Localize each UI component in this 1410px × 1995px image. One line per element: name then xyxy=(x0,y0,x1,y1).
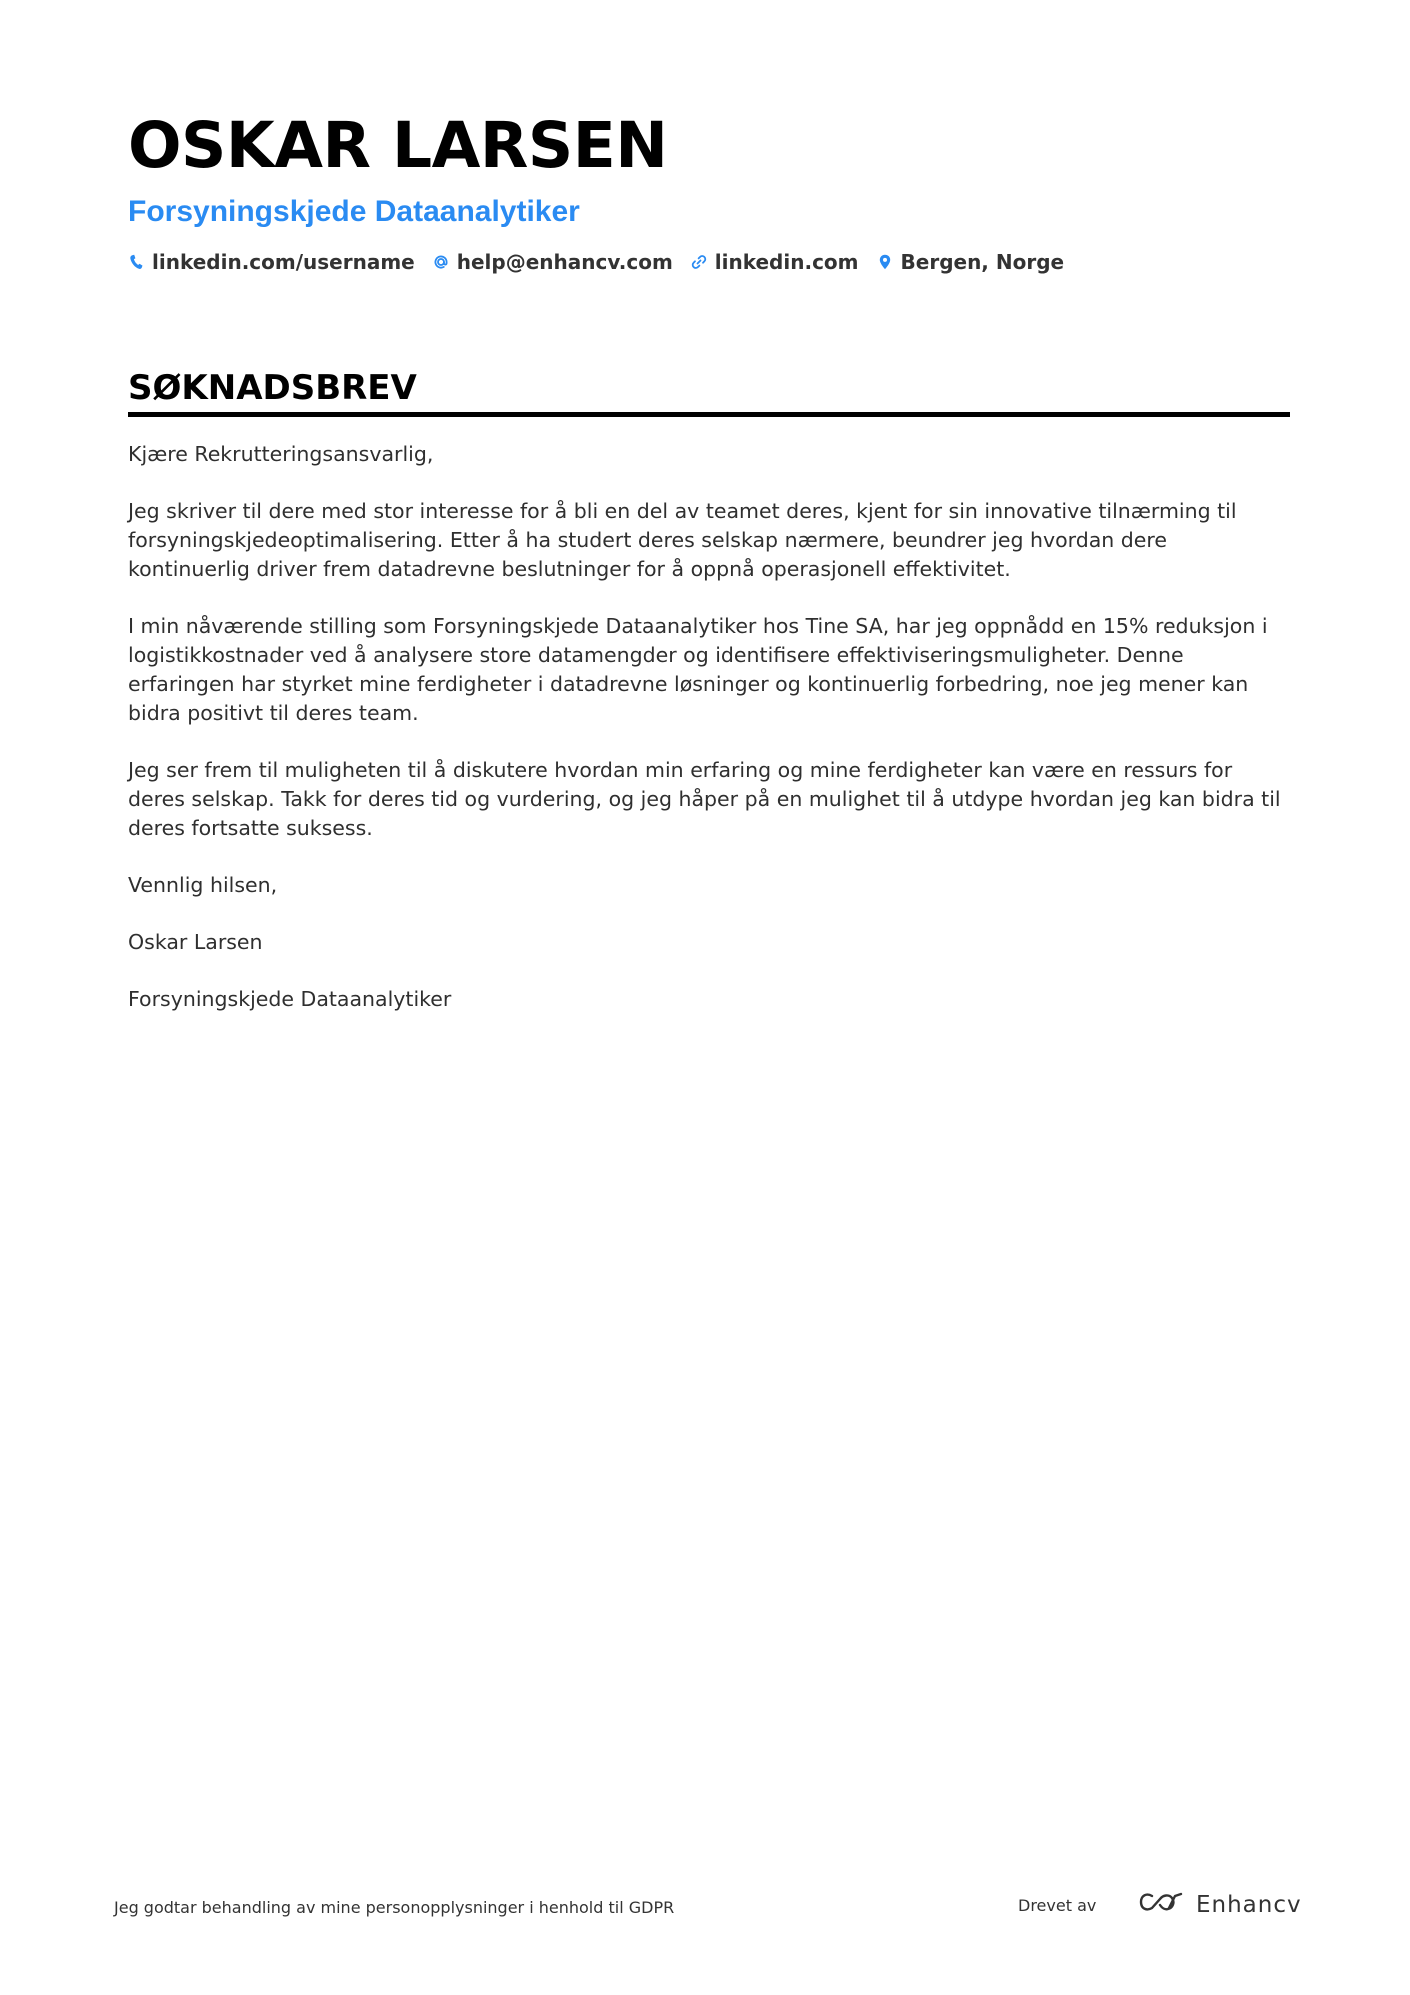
contact-website[interactable] xyxy=(691,250,859,274)
letter-paragraph: Jeg skriver til dere med stor interesse for å bli en del av teamet deres, kjent for sin innovative tilnærming til forsyningskjedeoptimalisering. Etter å ha studert deres selskap nærmere, beundrer jeg hvordan dere kontinuerlig driver frem datadrevne beslutninger for å oppnå operasjonell effektivitet. xyxy=(128,499,1237,581)
contact-location xyxy=(877,250,1065,274)
signature-name: Oskar Larsen xyxy=(128,930,263,954)
page-footer xyxy=(114,1890,1302,1930)
letter-greeting: Kjære Rekrutteringsansvarlig, xyxy=(128,442,434,466)
section-divider xyxy=(128,412,1290,417)
signature-title: Forsyningskjede Dataanalytiker xyxy=(128,987,452,1011)
contact-email[interactable] xyxy=(433,250,673,274)
letter-body xyxy=(128,440,1290,1042)
powered-by-label: Drevet av xyxy=(1018,1896,1097,1915)
candidate-name: OSKAR LARSEN xyxy=(128,109,668,182)
candidate-title: Forsyningskjede Dataanalytiker xyxy=(128,195,580,228)
phone-icon xyxy=(128,253,144,271)
enhancv-logo-icon xyxy=(1138,1890,1184,1920)
brand-name: Enhancv xyxy=(1196,1892,1302,1918)
contact-phone[interactable] xyxy=(128,250,415,274)
letter-paragraph: Jeg ser frem til muligheten til å diskutere hvordan min erfaring og mine ferdigheter kan være en ressurs for deres selskap. Takk for deres tid og vurdering, og jeg håper på en mulighet til å utdype hvordan jeg kan bidra til deres fortsatte suksess. xyxy=(128,758,1281,840)
contact-location-text: Bergen, Norge xyxy=(900,250,1065,274)
resume-header xyxy=(128,108,1288,274)
brand-logo[interactable] xyxy=(1138,1890,1302,1920)
cover-letter-section xyxy=(128,366,1290,417)
section-title: SØKNADSBREV xyxy=(128,368,417,408)
link-icon xyxy=(691,253,707,271)
at-icon xyxy=(433,253,449,271)
contact-bar xyxy=(128,250,1288,274)
contact-email-text: help@enhancv.com xyxy=(456,250,673,274)
location-pin-icon xyxy=(877,253,893,271)
letter-paragraph: I min nåværende stilling som Forsyningskjede Dataanalytiker hos Tine SA, har jeg oppnådd en 15% reduksjon i logistikkostnader ved å analysere store datamengder og identifisere effektiviseringsmuligheter. Denne erfaringen har styrket mine ferdigheter i datadrevne løsninger og kontinuerlig forbedring, noe jeg mener kan bidra positivt til deres team. xyxy=(128,614,1268,725)
gdpr-consent-text: Jeg godtar behandling av mine personopplysninger i henhold til GDPR xyxy=(114,1898,675,1917)
letter-closing: Vennlig hilsen, xyxy=(128,873,278,897)
contact-website-text: linkedin.com xyxy=(714,250,859,274)
contact-phone-text: linkedin.com/username xyxy=(152,250,415,274)
